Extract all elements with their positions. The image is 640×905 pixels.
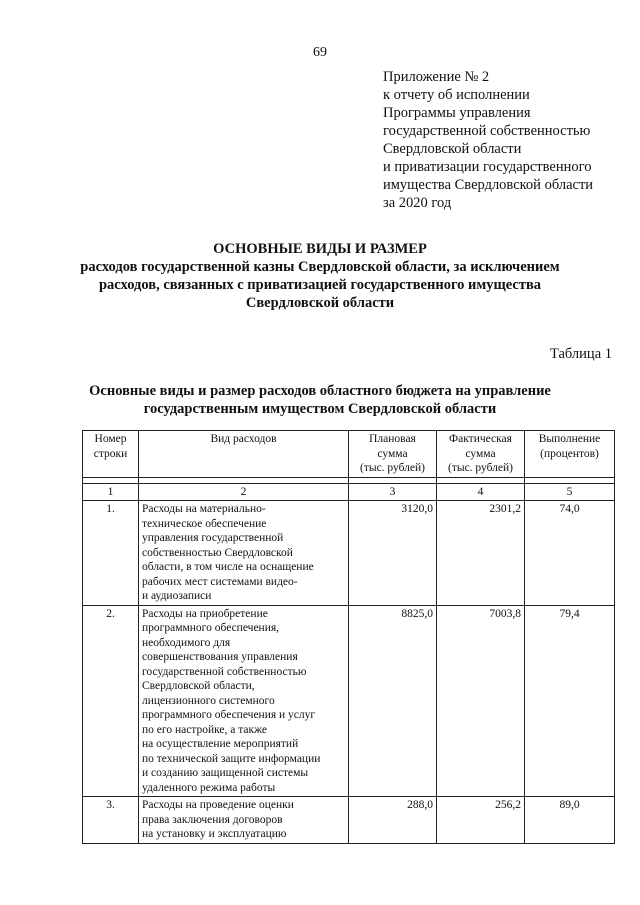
header-completion: Выполнение (процентов): [525, 431, 615, 478]
row-description: Расходы на приобретение программного обеспечения, необходимого для совершенствования управления государственной собственностью Свердловской области, лицензионного системного программного обеспечения и услуг по его настройке, а также на осуществление мероприятий по технической защите информации и созданию защищенной системы удаленного режима работы: [139, 605, 349, 797]
table-title-line: государственным имуществом Свердловской области: [143, 401, 497, 417]
table-row: [83, 797, 615, 844]
row-planned: 8825,0: [349, 605, 437, 797]
document-heading: [0, 240, 640, 312]
appendix-line: Свердловской области: [383, 141, 522, 157]
appendix-line: государственной собственностью: [383, 123, 591, 139]
row-description: Расходы на материально- техническое обеспечение управления государственной собственностью Свердловской области, в том числе на оснащение рабочих мест системами видео- и аудиозаписи: [139, 501, 349, 606]
appendix-block: [383, 68, 623, 212]
column-number: 5: [525, 483, 615, 501]
column-number: 3: [349, 483, 437, 501]
row-actual: 2301,2: [437, 501, 525, 606]
row-number: 3.: [83, 797, 139, 844]
row-completion: 74,0: [525, 501, 615, 606]
column-number: 2: [139, 483, 349, 501]
appendix-line: Приложение № 2: [383, 69, 490, 85]
table-title: [0, 382, 640, 418]
header-planned: Плановая сумма (тыс. рублей): [349, 431, 437, 478]
heading-line: Свердловской области: [245, 295, 395, 311]
column-number: 4: [437, 483, 525, 501]
row-planned: 288,0: [349, 797, 437, 844]
table-row: [83, 605, 615, 797]
column-number-row: [83, 483, 615, 501]
header-expense-type: Вид расходов: [139, 431, 349, 478]
column-number: 1: [83, 483, 139, 501]
heading-line: расходов, связанных с приватизацией государственного имущества: [98, 277, 542, 293]
row-planned: 3120,0: [349, 501, 437, 606]
appendix-line: за 2020 год: [383, 195, 452, 211]
row-number: 1.: [83, 501, 139, 606]
table-label: Таблица 1: [549, 346, 612, 362]
appendix-line: к отчету об исполнении: [383, 87, 530, 103]
heading-line: расходов государственной казны Свердловской области, за исключением: [80, 259, 560, 275]
row-actual: 7003,8: [437, 605, 525, 797]
appendix-line: имущества Свердловской области: [383, 177, 594, 193]
heading-title: ОСНОВНЫЕ ВИДЫ И РАЗМЕР: [213, 241, 427, 257]
appendix-line: Программы управления: [383, 105, 531, 121]
row-actual: 256,2: [437, 797, 525, 844]
header-actual: Фактическая сумма (тыс. рублей): [437, 431, 525, 478]
row-completion: 89,0: [525, 797, 615, 844]
appendix-line: и приватизации государственного: [383, 159, 592, 175]
expenses-table: [82, 430, 615, 844]
table-title-line: Основные виды и размер расходов областного бюджета на управление: [89, 383, 551, 399]
page-number: 69: [313, 45, 327, 60]
table-header-row: [83, 431, 615, 478]
table-row: [83, 501, 615, 606]
header-row-number: Номер строки: [83, 431, 139, 478]
row-number: 2.: [83, 605, 139, 797]
row-description: Расходы на проведение оценки права заключения договоров на установку и эксплуатацию: [139, 797, 349, 844]
row-completion: 79,4: [525, 605, 615, 797]
